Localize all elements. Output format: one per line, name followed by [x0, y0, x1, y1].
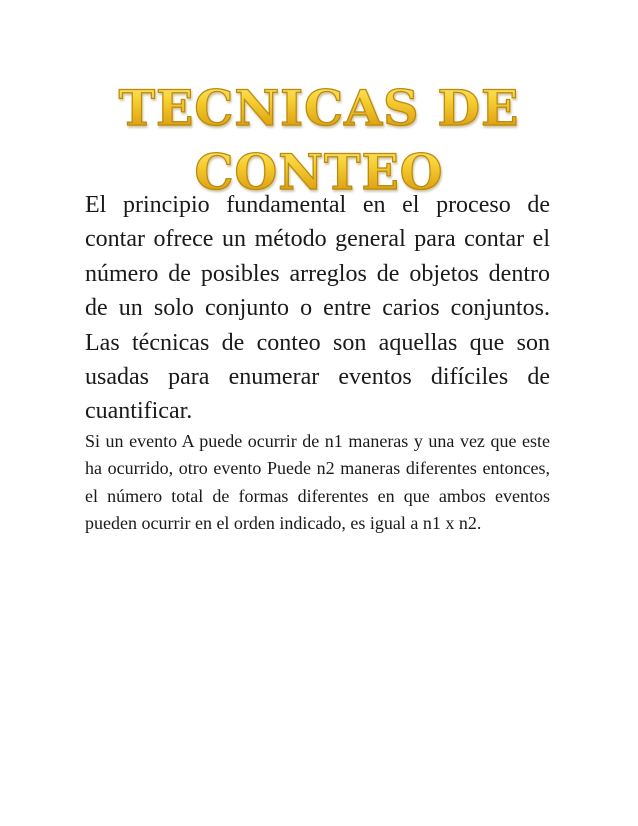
- page-title: [0, 76, 638, 204]
- principle-paragraph: Si un evento A puede ocurrir de n1 maneras y una vez que este ha ocurrido, otro evento Puede n2 maneras diferentes entonces, el número total de formas diferentes en que ambos eventos pueden ocurrir en el orden indicado, es igual a n1 x n2.: [85, 431, 550, 534]
- title-line-2: CONTEO: [0, 140, 638, 204]
- intro-paragraph: El principio fundamental en el proceso de contar ofrece un método general para contar el número de posibles arreglos de objetos dentro de un solo conjunto o entre carios conjuntos. Las técnicas de conteo son aquellas que son usadas para enumerar eventos difíciles de cuantificar.: [85, 192, 550, 425]
- title-line-1: TECNICAS DE: [0, 76, 638, 140]
